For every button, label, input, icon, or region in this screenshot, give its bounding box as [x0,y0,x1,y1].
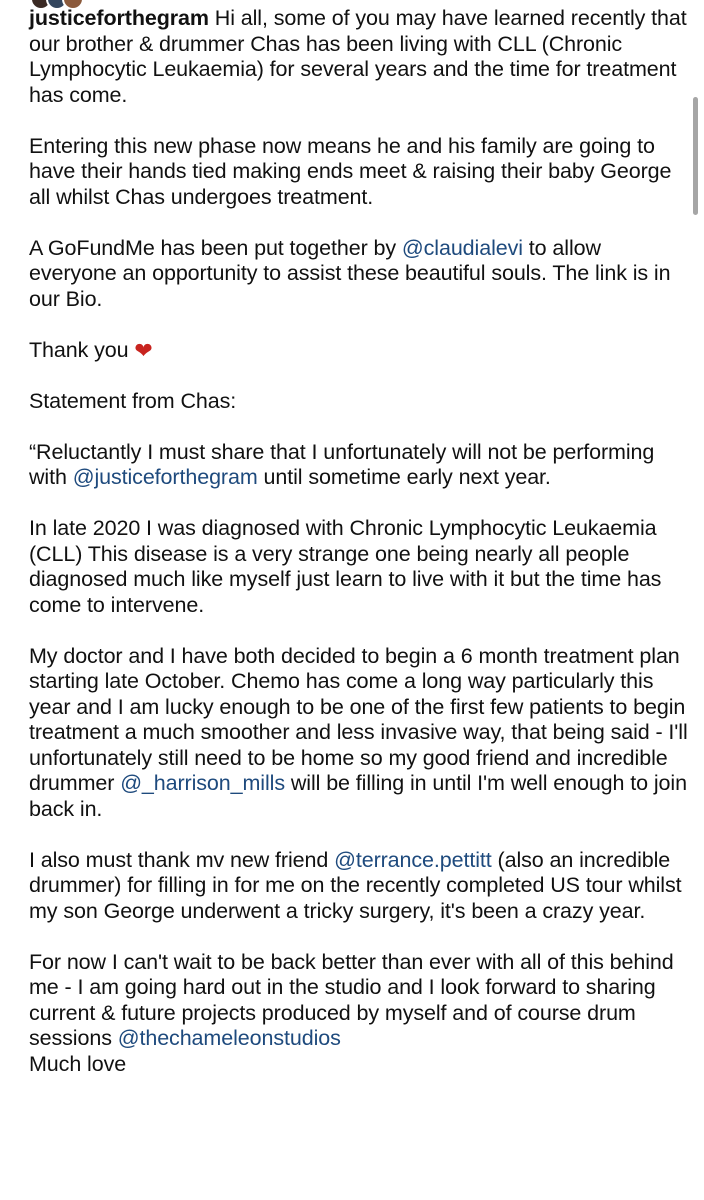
caption-paragraph [29,1052,689,1078]
caption-text: For now I can't wait to be back better than ever with all of this behind me - I am going hard out in the studio and I look forward to sharing current & future projects produced by myself and of course drum sessions [29,949,674,1050]
caption-paragraph [29,236,689,313]
caption-paragraph [29,6,689,108]
caption-text: until sometime early next year. [257,465,551,489]
red-heart-icon: ❤ [134,337,153,363]
caption-paragraph [29,516,689,618]
post-caption [29,6,689,1103]
caption-paragraph [29,950,689,1052]
scrollbar[interactable] [693,97,698,215]
caption-text: “Reluctantly I must share that I unfortunately will not be performing with [29,439,655,489]
caption-text: In late 2020 I was diagnosed with Chronic Lymphocytic Leukaemia (CLL) This disease is a very strange one being nearly all people diagnosed much like myself just learn to live with it but the time has come to intervene. [29,516,662,617]
username-link[interactable]: justiceforthegram [29,6,209,30]
caption-text: Much love [29,1051,127,1076]
caption-text: Entering this new phase now means he and his family are going to have their hands tied making ends meet & raising their baby George all whilst Chas undergoes treatment. [29,133,672,209]
mention-link[interactable]: @thechameleonstudios [117,1026,341,1050]
caption-paragraph [29,848,689,925]
caption-paragraph [29,338,689,364]
caption-paragraph [29,389,689,415]
mention-link[interactable]: @_harrison_mills [120,771,285,795]
mention-link[interactable]: @justiceforthegram [72,465,258,489]
caption-text: Thank you [29,337,135,362]
mention-link[interactable]: @claudialevi [401,235,523,260]
mention-link[interactable]: @terrance.pettitt [334,847,492,872]
caption-text: will be filling in until I'm well enough to join back in. [29,771,687,821]
caption-text: (also an incredible drummer) for filling in for me on the recently completed US tour whilst my son George underwent a tricky surgery, it's been a crazy year. [29,847,682,923]
caption-text: Hi all, some of you may have learned recently that our brother & drummer Chas has been living with CLL (Chronic Lymphocytic Leukaemia) for several years and the time for treatment has come. [29,6,687,107]
caption-text: Statement from Chas: [29,388,237,413]
caption-paragraph [29,644,689,823]
caption-text: to allow everyone an opportunity to assist these beautiful souls. The link is in our Bio. [29,235,671,311]
caption-text: My doctor and I have both decided to begin a 6 month treatment plan starting late October. Chemo has come a long way particularly this year and I am lucky enough to be one of the first few patients to begin treatment a much smoother and less invasive way, that being said - I'll unfortunately still need to be home so my good friend and incredible drummer [29,643,688,795]
caption-text: A GoFundMe has been put together by [29,235,402,260]
caption-paragraph [29,134,689,211]
caption-text: I also must thank mv new friend [29,847,335,872]
caption-paragraph [29,440,689,491]
